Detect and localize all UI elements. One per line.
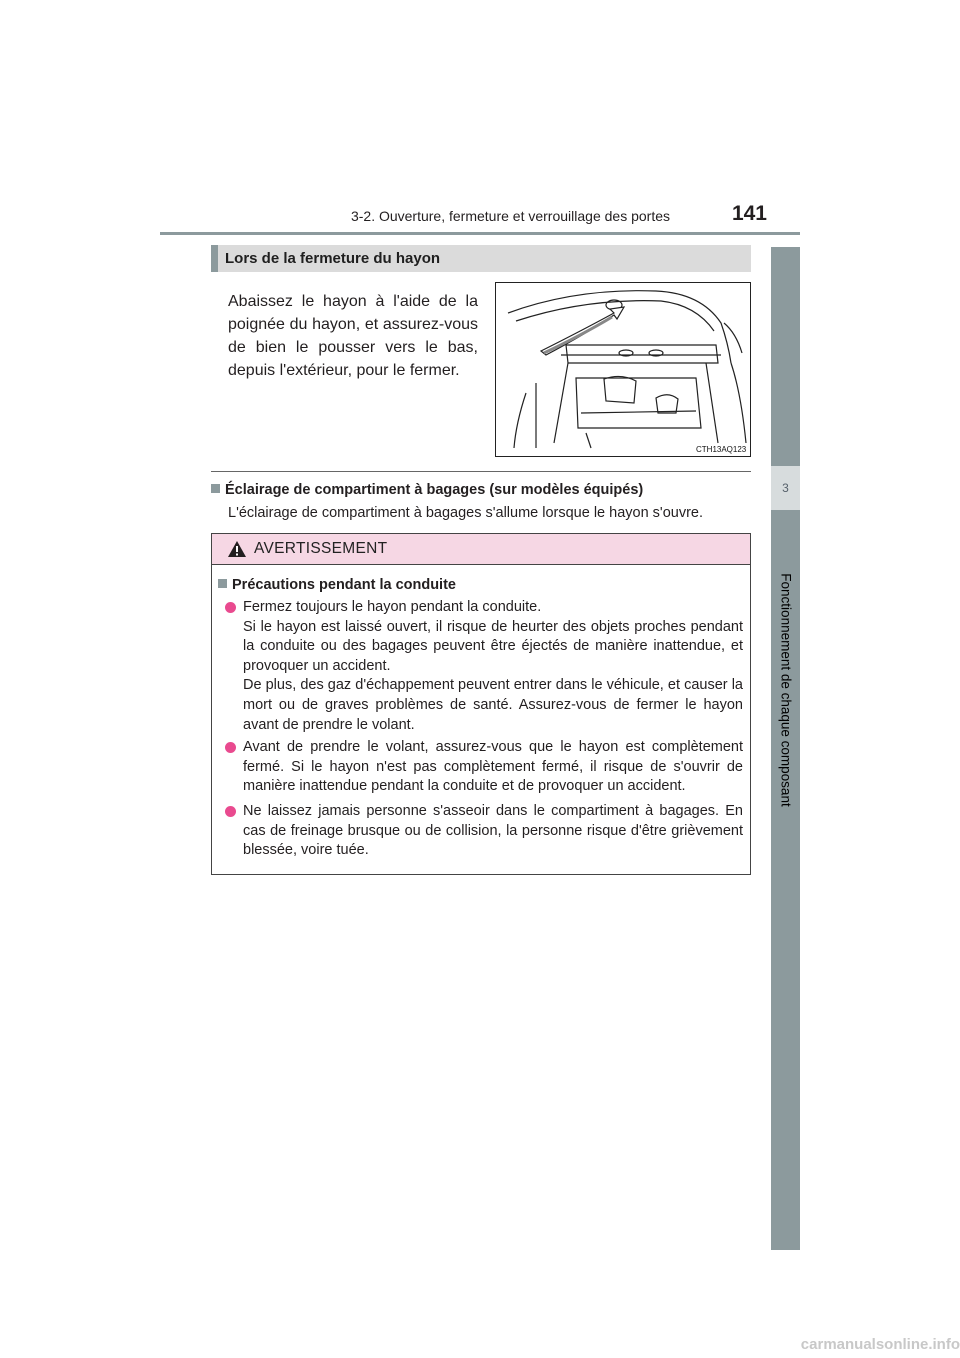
square-bullet-icon [211,484,220,493]
header-rule [160,232,800,235]
bullet-text: Si le hayon est laissé ouvert, il risque de heurter des objets proches pendant la conduite ou des bagages peuvent être éjectés de manière inattendue, et provoquer un accident. [243,618,743,674]
chapter-title-text: Fonctionnement de chaque composant [778,573,794,807]
warning-subtitle-text: Précautions pendant la conduite [232,577,456,593]
warning-header [212,534,750,565]
info-heading-text: Éclairage de compartiment à bagages (sur modèles équipés) [225,482,644,498]
chapter-title-vertical [760,515,812,865]
section-heading-accent [211,245,218,272]
warning-title: AVERTISSEMENT [254,540,388,557]
bullet-text: Ne laissez jamais personne s'asseoir dans le compartiment à bagages. En cas de freinage brusque ou de collision, la personne risque d'être grièvement blessée, voire tuée. [243,803,743,859]
warning-triangle-icon [227,540,247,558]
chapter-number-tab: 3 [771,466,800,510]
info-text: L'éclairage de compartiment à bagages s'allume lorsque le hayon s'ouvre. [228,505,703,521]
bullet-text: De plus, des gaz d'échappement peuvent entrer dans le véhicule, et causer la mort ou de graves problèmes de santé. Assurez-vous de fermer le hayon avant de prendre le volant. [243,677,743,733]
warning-bullet [225,738,743,797]
section-heading [211,245,751,272]
running-header-section: 3-2. Ouverture, fermeture et verrouillage des portes [350,208,670,224]
warning-subtitle [218,577,456,593]
info-heading [211,482,751,498]
pink-bullet-icon [225,742,236,753]
back-door-drawing [496,283,750,456]
warning-bullet [225,802,743,861]
back-door-illustration [495,282,751,457]
bullet-text: Avant de prendre le volant, assurez-vous que le hayon est complètement fermé. Si le hayon n'est pas complètement fermé, il risque de s'ouvrir de manière inattendue pendant la conduite et de provoquer un accident. [243,739,743,795]
warning-bullet [225,598,743,735]
intro-paragraph: Abaissez le hayon à l'aide de la poignée du hayon, et assurez-vous de bien le pousser vers le bas, depuis l'extérieur, pour le fermer. [228,293,478,379]
pink-bullet-icon [225,806,236,817]
bullet-text: Fermez toujours le hayon pendant la conduite. [243,599,542,615]
section-divider [211,471,751,472]
watermark: carmanualsonline.info [800,1336,960,1353]
pink-bullet-icon [225,602,236,613]
section-heading-text: Lors de la fermeture du hayon [225,250,441,267]
illustration-code: CTH13AQ123 [696,445,747,454]
warning-box [211,533,751,875]
page-number: 141 [731,202,767,225]
square-bullet-icon [218,579,227,588]
